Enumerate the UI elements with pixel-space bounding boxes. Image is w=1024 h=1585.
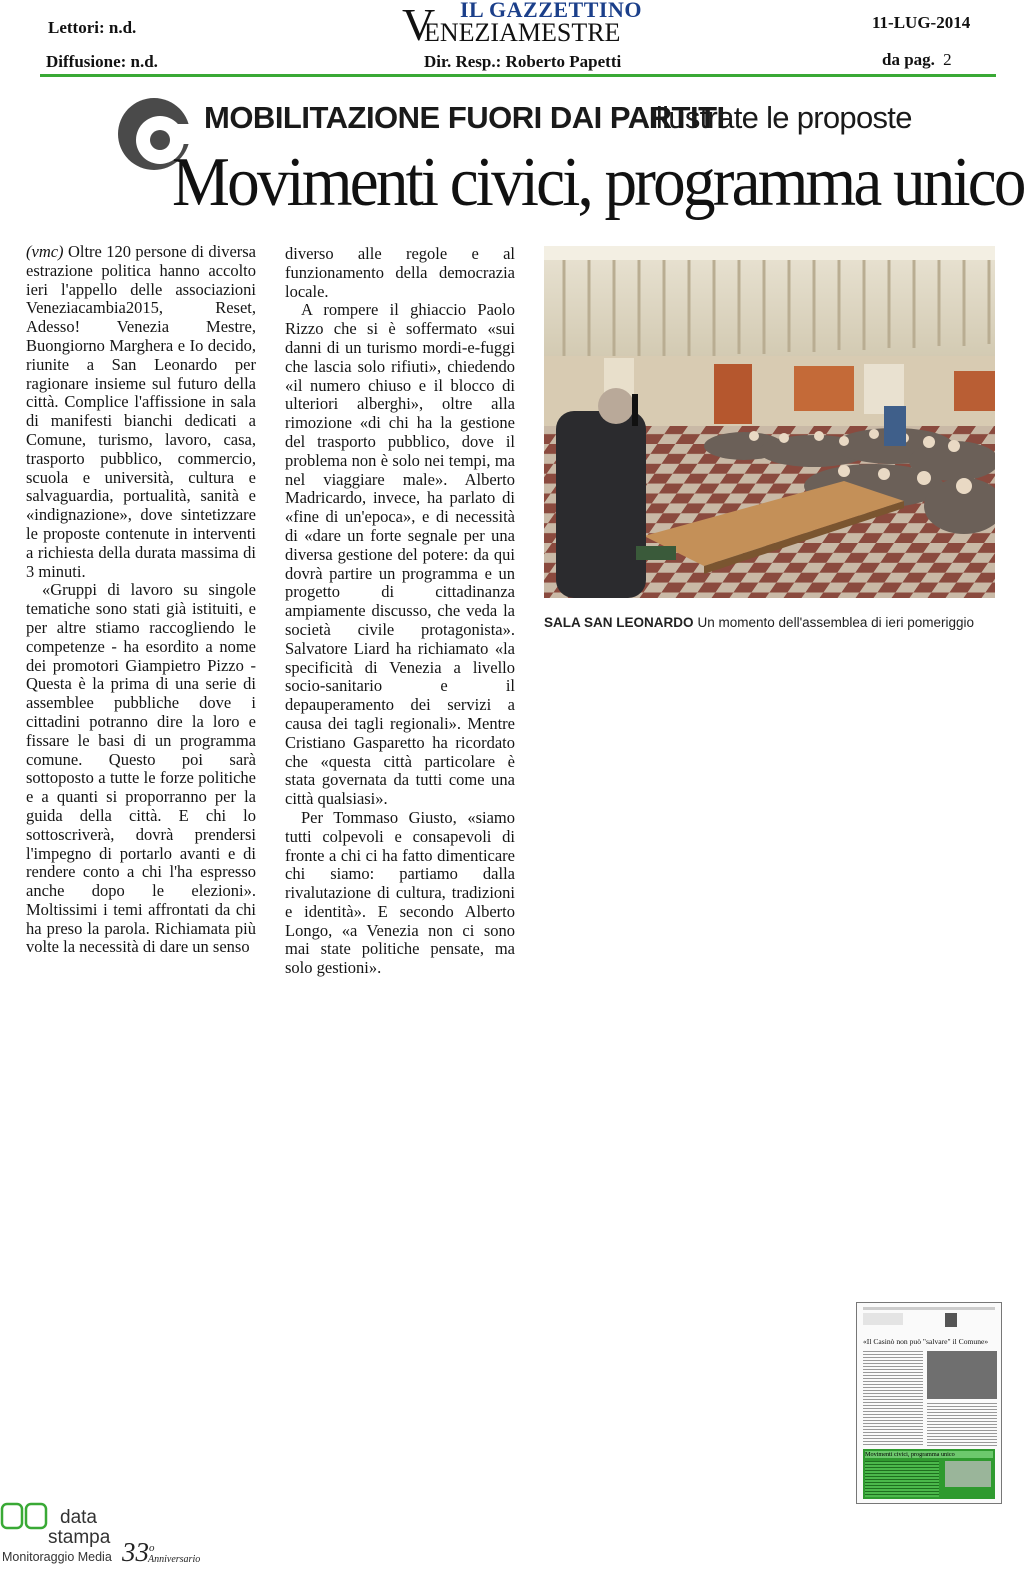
- logo-monitoring: Monitoraggio Media: [2, 1550, 112, 1564]
- caption-label: SALA SAN LEONARDO: [544, 615, 694, 630]
- article-photo: [544, 246, 995, 598]
- page-number: 2: [943, 50, 952, 69]
- col2-paragraph-1: diverso alle regole e al funzionamento della democrazia locale.: [285, 244, 515, 301]
- photo-caption: [544, 615, 974, 630]
- masthead-veneziamestre: ENEZIAMESTRE: [424, 18, 621, 47]
- byline: (vmc): [26, 242, 64, 261]
- thumbnail-article-headline: Movimenti civici, programma unico: [865, 1451, 993, 1458]
- col1-paragraph-1: Oltre 120 persone di diversa estrazione politica hanno accolto ieri l'appello delle associazioni Veneziacambia2015, Reset, Adesso! Venezia Mestre, Buongiorno Marghera e Io decido, riunite a San Leonardo per ragionare insieme sul futuro della città. Complice l'affissione in sala di manifesti bianchi dedicati a Comune, turismo, lavoro, casa, trasporto pubblico, commercio, scuola e università, cultura e salvaguardia, portualità, sanità e «indignazione», dove sintetizzare le proposte contenute in interventi a richiesta della durata massima di 3 minuti.: [26, 242, 257, 581]
- page-thumbnail: [856, 1302, 1002, 1504]
- thumbnail-headline: «Il Casinò non può "salvare" il Comune»: [863, 1337, 989, 1346]
- kicker-sub: Illustrate le proposte: [648, 100, 912, 135]
- anniversary-number-value: 33: [122, 1537, 149, 1567]
- article-column-1: [26, 243, 256, 957]
- anniversary-text: Anniversario: [148, 1554, 201, 1565]
- masthead-gazzettino: IL GAZZETTINO: [460, 0, 642, 22]
- page-ref-label: da pag.: [882, 50, 935, 69]
- readers-label: Lettori: n.d.: [48, 18, 137, 37]
- header-rule: [40, 74, 996, 77]
- date-label: 11-LUG-2014: [872, 13, 971, 32]
- logo-word-stampa: stampa: [48, 1527, 111, 1548]
- datastampa-logo-icon: [0, 1502, 52, 1532]
- col2-paragraph-3: Per Tommaso Giusto, «siamo tutti colpevoli e consapevoli di fronte a chi ci ha fatto dimenticare chi siamo: partiamo dalla rivalutazione di cultura, tradizioni e identità». E secondo Alberto Longo, «a Venezia non ci sono mai state politiche pensate, ma solo gestioni».: [285, 807, 515, 978]
- headline: Movimenti civici, programma unico: [172, 144, 1024, 221]
- kicker: MOBILITAZIONE FUORI DAI PARTITI: [204, 100, 725, 135]
- circulation-label: Diffusione: n.d.: [46, 52, 158, 71]
- masthead: [402, 0, 662, 52]
- assembly-photo-illustration: [544, 246, 995, 598]
- article-column-2: [285, 245, 515, 978]
- director-label: Dir. Resp.: Roberto Papetti: [424, 52, 622, 71]
- masthead-v: V: [402, 0, 436, 50]
- caption-text: Un momento dell'assemblea di ieri pomeriggio: [697, 615, 974, 630]
- anniversary-sup: o: [149, 1542, 155, 1554]
- logo-word-data: data: [60, 1507, 97, 1528]
- page-ref: [882, 50, 952, 70]
- col1-paragraph-2: «Gruppi di lavoro su singole tematiche sono stati già istituiti, e per altre stiamo raccogliendo le competenze - ha esordito a nome dei promotori Giampietro Pizzo - Questa è la prima di una serie di assemblee pubbliche dove i cittadini potranno dire la loro e fissare le basi di un programma comune. Questo poi sarà sottoposto a tutte le forze politiche e a quanti si proporranno per la guida della città. E chi lo sottoscriverà, dovrà prendersi l'impegno di portarlo avanti e di rendere conto a chi l'ha espresso anche dopo le elezioni». Moltissimi i temi affrontati da chi ha preso la parola. Richiamata più volte la necessità di dare un senso: [26, 580, 256, 957]
- col2-paragraph-2: A rompere il ghiaccio Paolo Rizzo che si è soffermato «sui danni di un turismo mordi-e-fuggi che lascia solo rifiuti», chiedendo «il numero chiuso e il blocco di ulteriori alberghi», oltre alla rimozione «di chi ha la gestione del trasporto pubblico, dove il problema non è solo nei tempi, ma nel viaggiare male». Alberto Madricardo, invece, ha parlato di «fine di un'epoca», e di necessità di «dare un forte segnale per una diversa gestione del potere: da qui dovrà partire un programma e un progetto di cittadinanza ampiamente discusso, che veda la società civile protagonista». Salvatore Liard ha richiamato «la specificità di Venezia a livello socio-sanitario e il depauperamento dei servizi a causa dei tagli regionali». Mentre Cristiano Gasparetto ha ricordato che «questa città particolare è stata governata da tutti come una città qualsiasi».: [285, 300, 515, 809]
